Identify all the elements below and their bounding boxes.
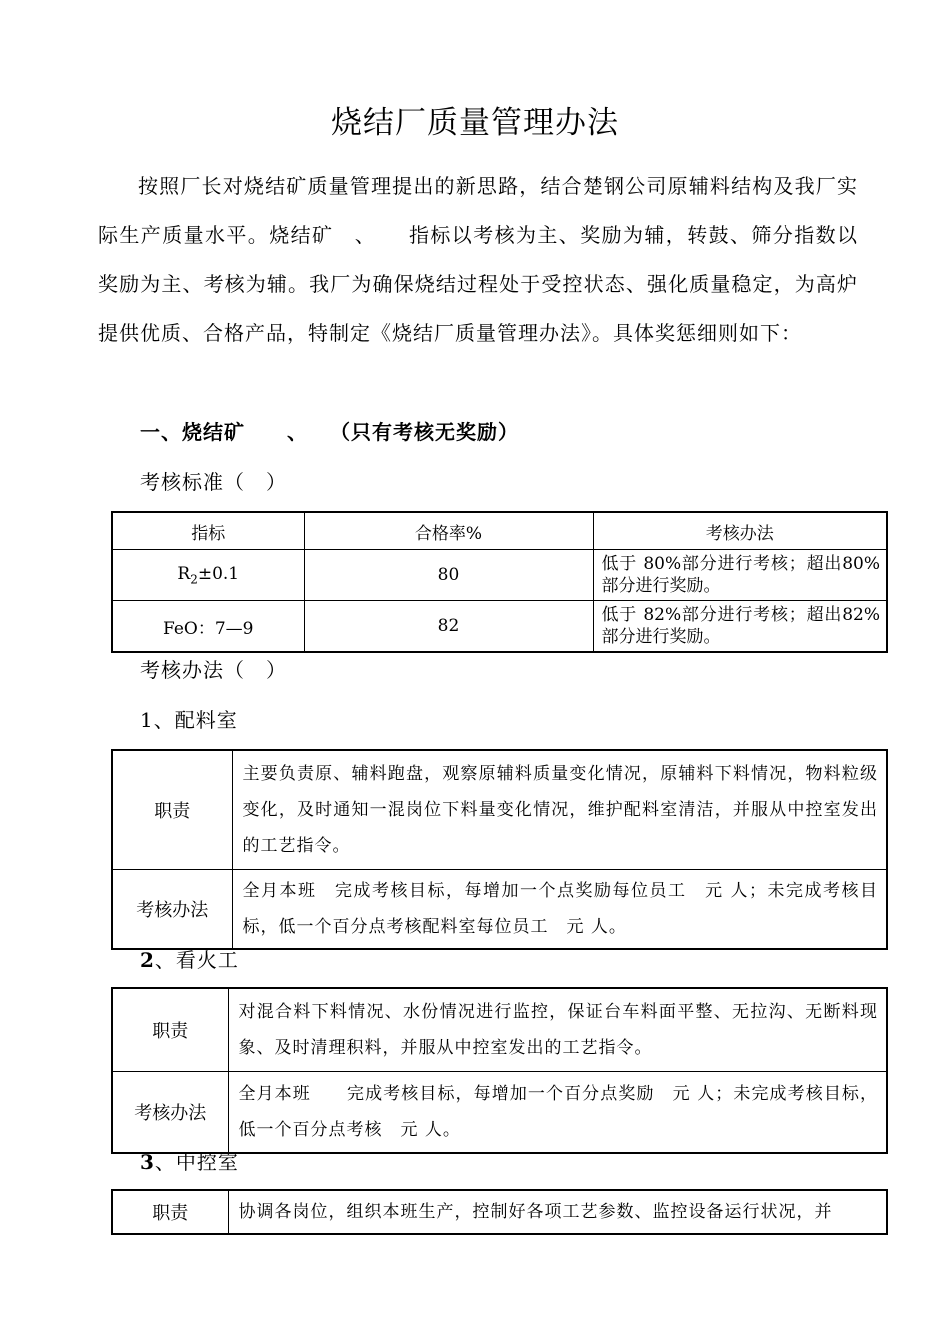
header-pass-rate: 合格率%: [304, 512, 593, 550]
assess-text: 全月本班 完成考核目标，每增加一个百分点奖励 元 人；未完成考核目标，低一个百分点考核 元 人。: [228, 1072, 887, 1154]
subsection-name: 、看火工: [154, 948, 239, 972]
table-row: [112, 988, 887, 1072]
index-cell-r2: [112, 550, 304, 601]
assessment-standard-table: [111, 511, 888, 653]
table-row: [112, 1190, 887, 1234]
header-method: 考核办法: [593, 512, 887, 550]
pass-rate-cell: 82: [304, 601, 593, 653]
method-cell: 低于 82%部分进行考核；超出82%部分进行奖励。: [593, 601, 887, 653]
intro-paragraph: 按照厂长对烧结矿质量管理提出的新思路，结合楚钢公司原辅料结构及我厂实际生产质量水平。烧结矿 、 指标以考核为主、奖励为辅，转鼓、筛分指数以奖励为主、考核为辅。我厂为确保烧结过程处于受控状态、强化质量稳定，为高炉提供优质、合格产品，特制定《烧结厂质量管理办法》。具体奖惩细则如下：: [98, 174, 858, 345]
duty-text: 对混合料下料情况、水份情况进行监控，保证台车料面平整、无拉沟、无断料现象、及时清理积料，并服从中控室发出的工艺指令。: [228, 988, 887, 1072]
subsection-number: 1: [140, 708, 154, 732]
duty-text: 主要负责原、辅料跑盘，观察原辅料质量变化情况，原辅料下料情况，物料粒级变化，及时通知一混岗位下料量变化情况，维护配料室清洁，并服从中控室发出的工艺指令。: [232, 750, 887, 870]
assess-text: 全月本班 完成考核目标，每增加一个点奖励每位员工 元 人；未完成考核目标，低一个百分点考核配料室每位员工 元 人。: [232, 870, 887, 950]
fire-watcher-table: [111, 987, 888, 1154]
duty-label: 职责: [112, 750, 232, 870]
subsection-control-room: [140, 1148, 239, 1176]
subsection-number: 3: [140, 1150, 155, 1174]
table-row: [112, 750, 887, 870]
table-row: [112, 601, 887, 653]
method-cell: 低于 80%部分进行考核；超出80%部分进行奖励。: [593, 550, 887, 601]
section-heading-sinter-ore: 一、烧结矿 、 （只有考核无奖励）: [140, 420, 519, 444]
index-subscript: 2: [190, 572, 198, 587]
duty-text: 协调各岗位，组织本班生产，控制好各项工艺参数、监控设备运行状况，并: [228, 1190, 887, 1234]
subsection-name: 、中控室: [154, 1150, 239, 1174]
batching-room-table: [111, 749, 888, 950]
index-tolerance: ±0.1: [197, 563, 240, 584]
table-row: [112, 1072, 887, 1154]
subsection-number: 2: [140, 948, 155, 972]
subsection-fire-watcher: [140, 946, 239, 974]
index-cell-feo: FeO：7—9: [112, 601, 304, 653]
table-header-row: [112, 512, 887, 550]
index-r: R: [177, 563, 191, 584]
assess-label: 考核办法: [112, 1072, 228, 1154]
assessment-standard-label: 考核标准（ ）: [140, 470, 287, 494]
duty-label: 职责: [112, 1190, 228, 1234]
duty-label: 职责: [112, 988, 228, 1072]
header-index: 指标: [112, 512, 304, 550]
table-row: [112, 550, 887, 601]
subsection-batching-room: [140, 706, 238, 734]
assess-label: 考核办法: [112, 870, 232, 950]
table-row: [112, 870, 887, 950]
pass-rate-cell: 80: [304, 550, 593, 601]
document-title: 烧结厂质量管理办法: [331, 105, 619, 141]
subsection-name: 、配料室: [153, 708, 238, 732]
assessment-method-label: 考核办法（ ）: [140, 658, 287, 682]
control-room-table: [111, 1189, 888, 1235]
